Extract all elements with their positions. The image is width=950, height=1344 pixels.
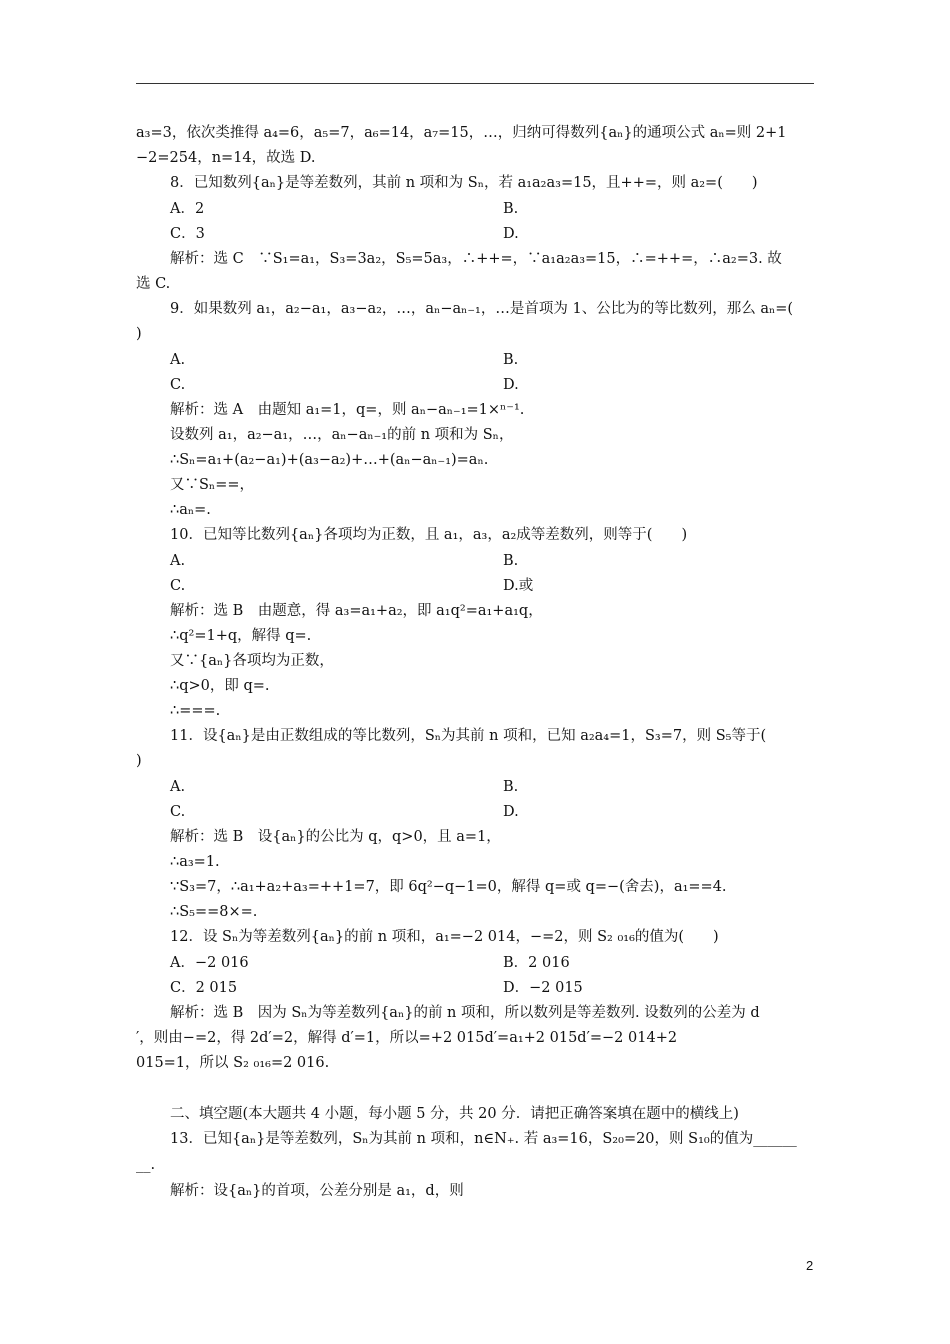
text-line: ∴S₅==8×=.	[170, 904, 258, 920]
option-a: A．2	[170, 201, 205, 217]
text-line: 又∵Sₙ==，	[170, 477, 255, 493]
question-11: 11．设{aₙ}是由正数组成的等比数列，Sₙ为其前 n 项和，已知 a₂a₄=1，S₃=7，则 S₅等于(	[170, 728, 767, 744]
text-line: )	[136, 753, 142, 769]
option-b: B.	[503, 201, 519, 217]
analysis-line: 解析：选 A 由题知 a₁=1，q=，则 aₙ−aₙ₋₁=1×ⁿ⁻¹.	[170, 402, 525, 418]
text-line: ∵S₃=7，∴a₁+a₂+a₃=++1=7，即 6q²−q−1=0，解得 q=或 q=−(舍去)，a₁==4.	[170, 879, 727, 895]
text-line: −2=254，n=14，故选 D.	[136, 150, 316, 166]
option-b: B.	[503, 553, 519, 569]
option-a: A.	[170, 779, 186, 795]
analysis-line: 解析：选 B 设{aₙ}的公比为 q，q>0，且 a=1，	[170, 829, 501, 845]
option-a: A．−2 016	[170, 955, 249, 971]
option-d: D.	[503, 226, 519, 242]
analysis-line: 解析：选 B 因为 Sₙ为等差数列{aₙ}的前 n 项和，所以数列是等差数列. 设数列的公差为 d	[170, 1005, 760, 1021]
option-d: D.	[503, 804, 519, 820]
option-a: A.	[170, 553, 186, 569]
option-d: D．−2 015	[503, 980, 583, 996]
analysis-line: 解析：选 C ∵S₁=a₁，S₃=3a₂，S₅=5a₃，∴++=，∵a₁a₂a₃=15，∴=++=，∴a₂=3. 故	[170, 251, 782, 267]
option-c: C.	[170, 578, 186, 594]
section-heading: 二、填空题(本大题共 4 小题，每小题 5 分，共 20 分．请把正确答案填在题中的横线上)	[170, 1106, 739, 1122]
question-13: 13．已知{aₙ}是等差数列，Sₙ为其前 n 项和，n∈N₊. 若 a₃=16，S₂₀=20，则 S₁₀的值为______	[170, 1131, 797, 1147]
question-12: 12．设 Sₙ为等差数列{aₙ}的前 n 项和，a₁=−2 014，−=2，则 S₂ ₀₁₆的值为( )	[170, 929, 719, 945]
text-line: ∴a₃=1.	[170, 854, 220, 870]
option-a: A.	[170, 352, 186, 368]
text-line: ∴q>0，即 q=.	[170, 678, 270, 694]
analysis-line: 解析：选 B 由题意，得 a₃=a₁+a₂，即 a₁q²=a₁+a₁q，	[170, 603, 543, 619]
text-line: __.	[136, 1157, 156, 1173]
header-rule	[136, 83, 814, 84]
option-c: C．3	[170, 226, 205, 242]
text-line: ∴===.	[170, 703, 221, 719]
option-b: B.	[503, 779, 519, 795]
text-line: 又∵{aₙ}各项均为正数，	[170, 653, 334, 669]
question-10: 10．已知等比数列{aₙ}各项均为正数，且 a₁，a₃，a₂成等差数列，则等于( )	[170, 527, 688, 543]
question-8: 8．已知数列{aₙ}是等差数列，其前 n 项和为 Sₙ，若 a₁a₂a₃=15，且++=，则 a₂=( )	[170, 175, 758, 191]
text-line: )	[136, 326, 142, 342]
page-number: 2	[806, 1258, 814, 1273]
option-c: C.	[170, 377, 186, 393]
analysis-line: 解析：设{aₙ}的首项，公差分别是 a₁，d，则	[170, 1183, 464, 1199]
text-line: ∴Sₙ=a₁+(a₂−a₁)+(a₃−a₂)+…+(aₙ−aₙ₋₁)=aₙ.	[170, 452, 489, 468]
text-line: ∴aₙ=.	[170, 502, 211, 518]
text-line: 选 C.	[136, 276, 171, 292]
option-c: C．2 015	[170, 980, 238, 996]
option-b: B.	[503, 352, 519, 368]
text-line: a₃=3，依次类推得 a₄=6，a₅=7，a₆=14，a₇=15，…，归纳可得数列{aₙ}的通项公式 aₙ=则 2+1	[136, 125, 787, 141]
question-9: 9．如果数列 a₁，a₂−a₁，a₃−a₂，…，aₙ−aₙ₋₁，…是首项为 1、公比为的等比数列，那么 aₙ=(	[170, 301, 794, 317]
option-d: D.	[503, 377, 519, 393]
option-b: B．2 016	[503, 955, 570, 971]
text-line: ′，则由−=2，得 2d′=2，解得 d′=1，所以=+2 015d′=a₁+2 015d′=−2 014+2	[136, 1030, 678, 1046]
option-d: D.或	[503, 578, 534, 594]
text-line: ∴q²=1+q，解得 q=.	[170, 628, 312, 644]
text-line: 015=1，所以 S₂ ₀₁₆=2 016.	[136, 1055, 330, 1071]
text-line: 设数列 a₁，a₂−a₁，…，aₙ−aₙ₋₁的前 n 项和为 Sₙ，	[170, 427, 514, 443]
option-c: C.	[170, 804, 186, 820]
